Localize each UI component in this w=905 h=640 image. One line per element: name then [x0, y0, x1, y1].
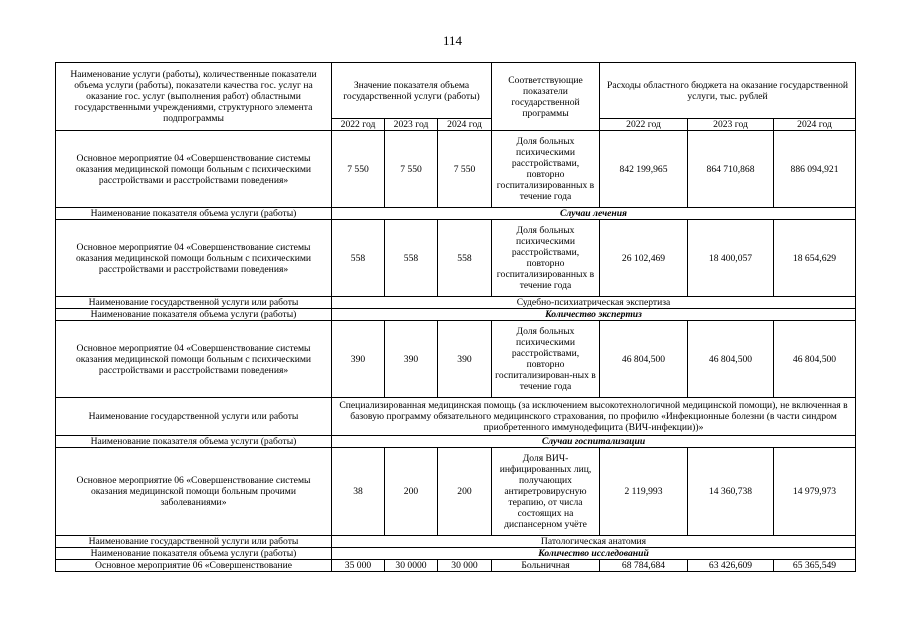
header-volume-value: Значение показателя объема государственной услуги (работы)	[332, 63, 492, 119]
expense-2023-cell: 18 400,057	[688, 220, 774, 297]
volume-2024-cell: 200	[438, 448, 492, 536]
label-row	[56, 297, 856, 309]
label-value-cell: Случаи лечения	[332, 208, 856, 220]
volume-2022-cell: 390	[332, 321, 385, 398]
service-name-cell: Основное мероприятие 06 «Совершенствование	[56, 560, 332, 572]
service-name-cell: Основное мероприятие 04 «Совершенствование системы оказания медицинской помощи больным с психическими расстройствами и расстройствами поведения»	[56, 220, 332, 297]
header-budget-expenses: Расходы областного бюджета на оказание государственной услуги, тыс. рублей	[600, 63, 856, 119]
header-year: 2022 год	[332, 119, 385, 131]
expense-2023-cell: 63 426,609	[688, 560, 774, 572]
expense-2022-cell: 46 804,500	[600, 321, 688, 398]
table-row	[56, 131, 856, 208]
header-program-indicators: Соответствующие показатели государственной программы	[492, 63, 600, 131]
header-year: 2023 год	[688, 119, 774, 131]
label-cell: Наименование показателя объема услуги (работы)	[56, 548, 332, 560]
label-cell: Наименование показателя объема услуги (работы)	[56, 309, 332, 321]
expense-2023-cell: 46 804,500	[688, 321, 774, 398]
label-cell: Наименование показателя объема услуги (работы)	[56, 208, 332, 220]
volume-2024-cell: 558	[438, 220, 492, 297]
label-cell: Наименование государственной услуги или работы	[56, 398, 332, 436]
volume-2024-cell: 30 000	[438, 560, 492, 572]
program-indicator-cell: Доля ВИЧ-инфицированных лиц, получающих антиретровирусную терапию, от числа состоящих на диспансерном учёте	[492, 448, 600, 536]
label-cell: Наименование показателя объема услуги (работы)	[56, 436, 332, 448]
header-service-name: Наименование услуги (работы), количественные показатели объема услуги (работы), показатели качества гос. услуг на оказание гос. услуг (выполнения работ) областными государственными учреждениями, структурного элемента подпрограммы	[56, 63, 332, 131]
expense-2024-cell: 46 804,500	[774, 321, 856, 398]
label-value-cell: Количество экспертиз	[332, 309, 856, 321]
volume-2022-cell: 7 550	[332, 131, 385, 208]
expense-2024-cell: 65 365,549	[774, 560, 856, 572]
volume-2023-cell: 7 550	[385, 131, 438, 208]
program-indicator-cell: Больничная	[492, 560, 600, 572]
header-year: 2023 год	[385, 119, 438, 131]
service-name-cell: Основное мероприятие 04 «Совершенствование системы оказания медицинской помощи больным с психическими расстройствами и расстройствами поведения»	[56, 131, 332, 208]
label-row	[56, 208, 856, 220]
label-row	[56, 548, 856, 560]
services-table	[55, 62, 856, 572]
program-indicator-cell: Доля больных психическими расстройствами, повторно госпитализирован-ных в течение года	[492, 321, 600, 398]
volume-2022-cell: 35 000	[332, 560, 385, 572]
volume-2023-cell: 390	[385, 321, 438, 398]
volume-2024-cell: 7 550	[438, 131, 492, 208]
expense-2024-cell: 18 654,629	[774, 220, 856, 297]
table-row	[56, 321, 856, 398]
volume-2024-cell: 390	[438, 321, 492, 398]
program-indicator-cell: Доля больных психическими расстройствами, повторно госпитализированных в течение года	[492, 131, 600, 208]
volume-2022-cell: 558	[332, 220, 385, 297]
expense-2022-cell: 2 119,993	[600, 448, 688, 536]
label-row	[56, 309, 856, 321]
table-row	[56, 220, 856, 297]
expense-2024-cell: 14 979,973	[774, 448, 856, 536]
label-value-cell: Судебно-психиатрическая экспертиза	[332, 297, 856, 309]
label-row	[56, 536, 856, 548]
program-indicator-cell: Доля больных психическими расстройствами, повторно госпитализированных в течение года	[492, 220, 600, 297]
label-value-cell: Случаи госпитализации	[332, 436, 856, 448]
label-cell: Наименование государственной услуги или работы	[56, 536, 332, 548]
service-name-cell: Основное мероприятие 04 «Совершенствование системы оказания медицинской помощи больным с психическими расстройствами и расстройствами поведения»	[56, 321, 332, 398]
header-row	[56, 63, 856, 119]
volume-2023-cell: 558	[385, 220, 438, 297]
volume-2023-cell: 200	[385, 448, 438, 536]
page-number: 114	[442, 33, 463, 48]
header-year: 2024 год	[774, 119, 856, 131]
service-name-cell: Основное мероприятие 06 «Совершенствование системы оказания медицинской помощи больным прочими заболеваниями»	[56, 448, 332, 536]
label-value-cell: Количество исследований	[332, 548, 856, 560]
table-row	[56, 560, 856, 572]
label-row	[56, 436, 856, 448]
label-value-cell: Патологическая анатомия	[332, 536, 856, 548]
expense-2022-cell: 68 784,684	[600, 560, 688, 572]
expense-2022-cell: 26 102,469	[600, 220, 688, 297]
header-year: 2024 год	[438, 119, 492, 131]
table-row	[56, 448, 856, 536]
expense-2023-cell: 864 710,868	[688, 131, 774, 208]
volume-2022-cell: 38	[332, 448, 385, 536]
volume-2023-cell: 30 0000	[385, 560, 438, 572]
expense-2023-cell: 14 360,738	[688, 448, 774, 536]
expense-2024-cell: 886 094,921	[774, 131, 856, 208]
header-year: 2022 год	[600, 119, 688, 131]
label-value-cell: Специализированная медицинская помощь (за исключением высокотехнологичной медицинской помощи), не включенная в базовую программу обязательного медицинского страхования, по профилю «Инфекционные болезни (в части синдром приобретенного иммунодефицита (ВИЧ-инфекции))»	[332, 398, 856, 436]
label-cell: Наименование государственной услуги или работы	[56, 297, 332, 309]
label-row	[56, 398, 856, 436]
expense-2022-cell: 842 199,965	[600, 131, 688, 208]
